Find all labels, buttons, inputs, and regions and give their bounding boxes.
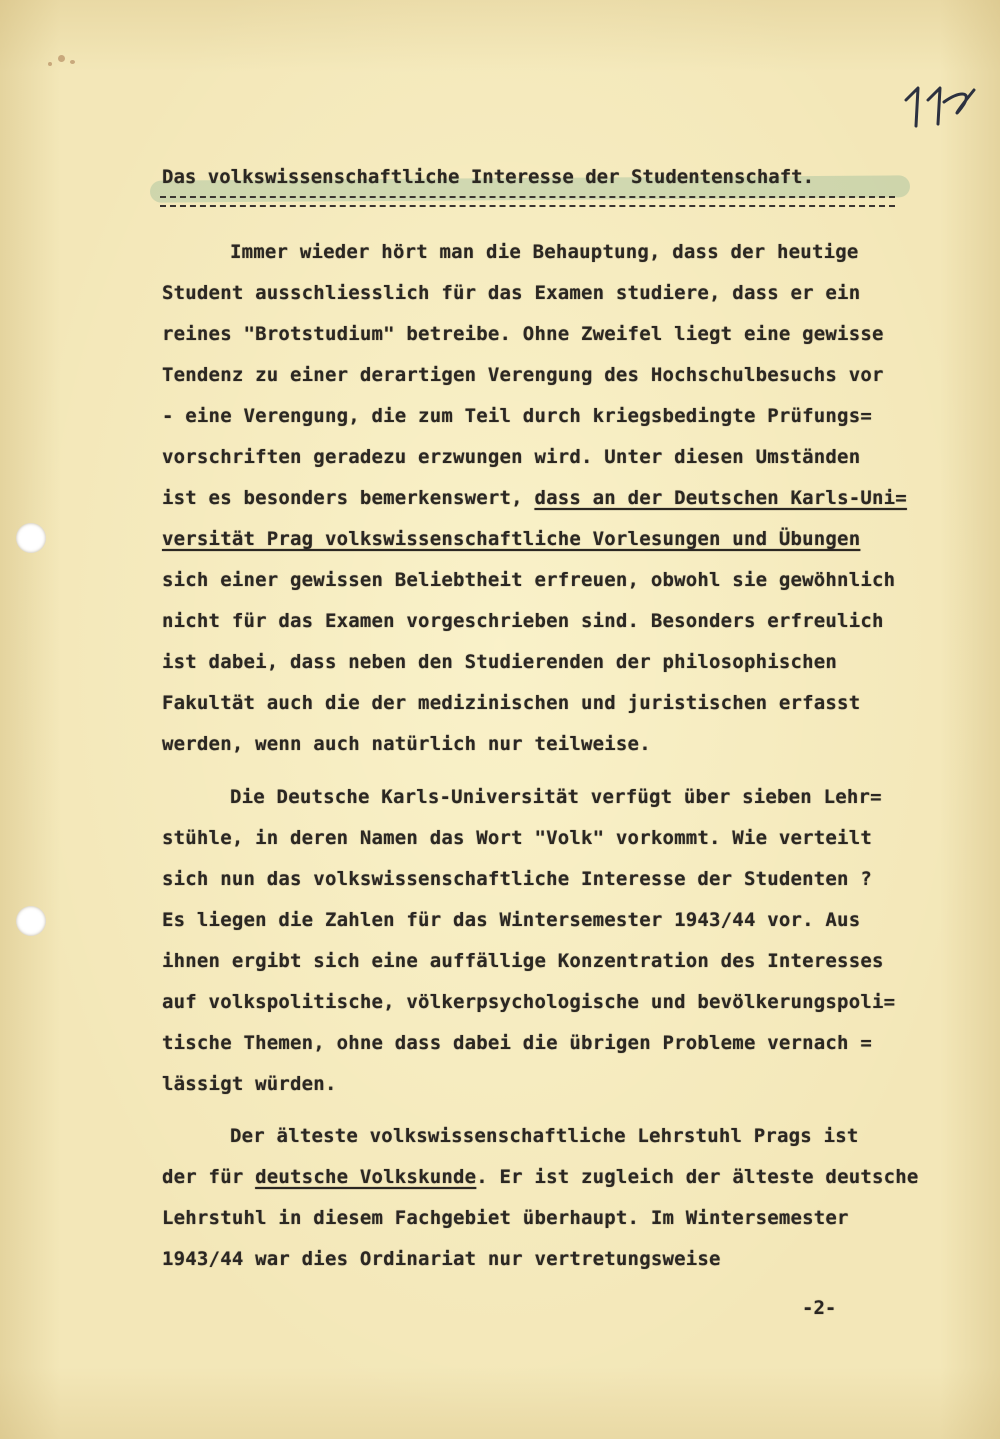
stain-mark	[70, 60, 75, 64]
text-line: Tendenz zu einer derartigen Verengung des Hochschulbesuchs vor	[162, 364, 884, 386]
text-line: lässigt würden.	[162, 1073, 337, 1095]
document-title: Das volkswissenschaftliche Interesse der Studentenschaft.	[162, 166, 815, 188]
text-line: Immer wieder hört man die Behauptung, dass der heutige	[230, 241, 859, 263]
text-line: auf volkspolitische, völkerpsychologische und bevölkerungspoli=	[162, 991, 896, 1013]
text-segment: der für	[162, 1166, 256, 1188]
text-segment: ist es besonders bemerkenswert,	[162, 487, 535, 509]
text-segment: . Er ist zugleich der älteste deutsche	[476, 1166, 919, 1188]
text-line: 1943/44 war dies Ordinariat nur vertretungsweise	[162, 1248, 721, 1270]
text-line	[162, 486, 907, 510]
text-line: Lehrstuhl in diesem Fachgebiet überhaupt. Im Wintersemester	[162, 1207, 849, 1229]
title-double-rule	[160, 196, 895, 207]
stain-mark	[58, 55, 65, 62]
text-line: stühle, in deren Namen das Wort "Volk" vorkommt. Wie verteilt	[162, 827, 872, 849]
text-line: sich einer gewissen Beliebtheit erfreuen, obwohl sie gewöhnlich	[162, 569, 896, 591]
text-line: sich nun das volkswissenschaftliche Interesse der Studenten ?	[162, 868, 872, 890]
text-line: reines "Brotstudium" betreibe. Ohne Zweifel liegt eine gewisse	[162, 323, 884, 345]
text-line: - eine Verengung, die zum Teil durch kriegsbedingte Prüfungs=	[162, 405, 872, 427]
punch-hole	[16, 906, 46, 936]
text-line: ihnen ergibt sich eine auffällige Konzentration des Interesses	[162, 950, 884, 972]
text-line: vorschriften geradezu erzwungen wird. Unter diesen Umständen	[162, 446, 861, 468]
text-line: Der älteste volkswissenschaftliche Lehrstuhl Prags ist	[230, 1125, 859, 1147]
stain-mark	[48, 62, 52, 66]
text-line: Die Deutsche Karls-Universität verfügt über sieben Lehr=	[230, 786, 882, 808]
text-line: nicht für das Examen vorgeschrieben sind. Besonders erfreulich	[162, 610, 884, 632]
text-line: Student ausschliesslich für das Examen studiere, dass er ein	[162, 282, 861, 304]
text-line	[162, 1165, 919, 1189]
text-line: werden, wenn auch natürlich nur teilweise.	[162, 733, 651, 755]
text-line: Fakultät auch die der medizinischen und juristischen erfasst	[162, 692, 861, 714]
text-line: ist dabei, dass neben den Studierenden der philosophischen	[162, 651, 838, 673]
text-line: Es liegen die Zahlen für das Wintersemester 1943/44 vor. Aus	[162, 909, 861, 931]
underlined-passage: deutsche Volkskunde	[255, 1166, 477, 1188]
underlined-passage: dass an der Deutschen Karls-Uni=	[534, 487, 907, 509]
handwritten-folio-number	[900, 78, 990, 128]
punch-hole	[16, 523, 46, 553]
text-line: tische Themen, ohne dass dabei die übrigen Probleme vernach =	[162, 1032, 872, 1054]
page-number: -2-	[802, 1297, 837, 1319]
underlined-passage: versität Prag volkswissenschaftliche Vorlesungen und Übungen	[162, 528, 861, 550]
